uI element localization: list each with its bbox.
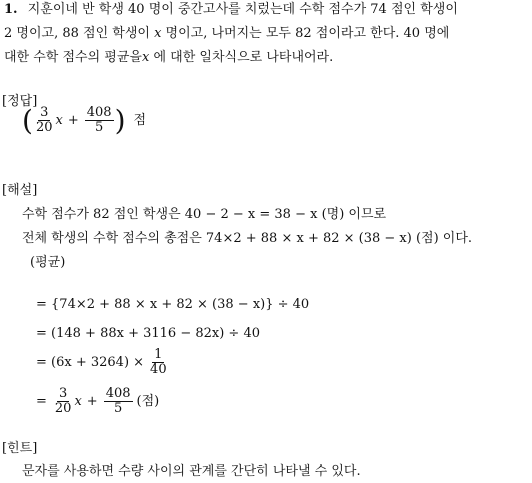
- solution-eq-2: = (148 + 88x + 3116 − 82x) ÷ 40: [36, 326, 260, 341]
- answer-f1-den: 20: [35, 120, 53, 135]
- answer-fraction-2: [85, 106, 114, 135]
- answer-f2-den: 5: [95, 120, 104, 135]
- answer-f2-num: 408: [86, 105, 112, 120]
- solution-eq3-num: 1: [154, 347, 163, 362]
- solution-eq4-f2-num: 408: [105, 386, 131, 401]
- problem-text-2a: 2 명이고, 88 점인 학생이: [4, 26, 155, 41]
- answer-header: [정답]: [2, 94, 38, 109]
- problem-number: 1.: [4, 2, 18, 17]
- solution-eq-1: = {74×2 + 88 × x + 82 × (38 − x)} ÷ 40: [36, 297, 310, 312]
- answer-paren-open: (: [22, 103, 33, 137]
- solution-eq3-pre: = (6x + 3264) ×: [36, 355, 145, 370]
- problem-text-1: 지훈이네 반 학생 40 명이 중간고사를 치렀는데 수학 점수가 74 점인 학생이: [27, 2, 458, 17]
- problem-text-2b: 명이고, 나머지는 모두 82 점이라고 한다. 40 명에: [161, 26, 450, 41]
- solution-eq-3: [36, 348, 170, 377]
- hint-header: [힌트]: [2, 441, 38, 456]
- solution-line-1: 수학 점수가 82 점인 학생은 40 − 2 − x = 38 − x (명) 이므로: [22, 207, 387, 222]
- solution-eq3-den: 40: [150, 362, 167, 377]
- answer-var: x: [55, 113, 63, 128]
- solution-eq4-equals: =: [36, 394, 47, 409]
- solution-eq4-f1-den: 20: [54, 401, 72, 416]
- answer-f1-num: 3: [40, 105, 49, 120]
- solution-eq4-unit: (점): [136, 394, 160, 409]
- solution-eq4-var: x: [74, 394, 82, 409]
- solution-eq-4: [36, 387, 159, 416]
- solution-eq4-f1-num: 3: [59, 386, 68, 401]
- problem-line-3: [4, 49, 333, 66]
- problem-line-1: [4, 1, 458, 18]
- solution-eq4-f2-den: 5: [113, 401, 123, 416]
- answer-expression: [22, 103, 147, 137]
- answer-plus: +: [67, 113, 79, 128]
- answer-paren-close: ): [114, 103, 126, 137]
- answer-unit: 점: [133, 113, 147, 128]
- solution-eq4-fraction-1: [53, 387, 74, 416]
- solution-header: [해설]: [2, 183, 38, 198]
- hint-text: 문자를 사용하면 수량 사이의 관계를 간단히 나타낼 수 있다.: [22, 464, 361, 479]
- problem-var-x: x: [154, 26, 162, 41]
- answer-fraction-1: [34, 106, 55, 135]
- solution-eq3-fraction: [148, 348, 169, 377]
- solution-eq4-plus: +: [86, 394, 98, 409]
- problem-var-x-2: x: [141, 50, 150, 65]
- solution-line-average: (평균): [30, 255, 66, 270]
- problem-text-3b: 에 대한 일차식으로 나타내어라.: [149, 50, 334, 65]
- problem-text-3a: 대한 수학 점수의 평균을: [4, 50, 142, 65]
- problem-line-2: [4, 25, 449, 42]
- solution-eq4-fraction-2: [104, 387, 133, 416]
- solution-line-2: 전체 학생의 수학 점수의 총점은 74×2 + 88 × x + 82 × (38 − x) (점) 이다.: [22, 231, 473, 246]
